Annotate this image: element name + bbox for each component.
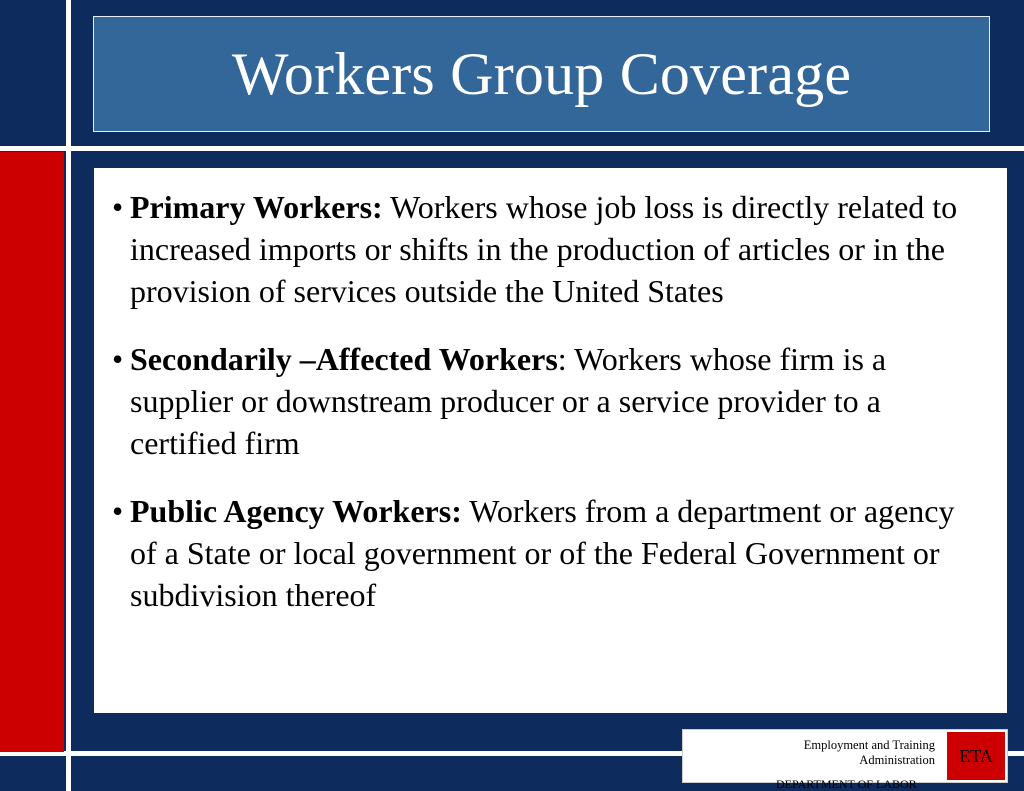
content-panel xyxy=(94,168,1007,713)
footer-agency-name xyxy=(804,738,935,768)
footer-line-2: Administration xyxy=(859,753,935,767)
bullet-public-agency-workers xyxy=(108,490,989,616)
bullet-dot: • xyxy=(112,341,124,377)
title-box xyxy=(93,16,990,132)
red-accent-bar xyxy=(0,152,64,752)
bullet-heading: Primary Workers: xyxy=(130,189,383,225)
bullet-heading: Secondarily –Affected Workers xyxy=(130,341,558,377)
bullet-text: Workers from a department or agency of a State or local government or of the Federal Government or subdivision thereof xyxy=(130,493,955,613)
footer-line-1: Employment and Training xyxy=(803,738,935,752)
footer-logo-box xyxy=(682,729,1008,783)
bullet-primary-workers xyxy=(108,186,989,312)
eta-logo: ETA xyxy=(947,732,1005,780)
horizontal-stripe-top xyxy=(0,146,1024,151)
slide-title: Workers Group Coverage xyxy=(231,41,852,107)
bullet-text: Workers whose job loss is directly related to increased imports or shifts in the production of articles or in the provision of services outside the United States xyxy=(130,189,958,309)
bullet-dot: • xyxy=(112,493,124,529)
department-label: DEPARTMENT OF LABOR xyxy=(776,777,917,791)
bullet-dot: • xyxy=(112,189,124,225)
bullet-text: : Workers whose firm is a supplier or downstream producer or a service provider to a certified firm xyxy=(130,341,887,461)
vertical-stripe xyxy=(66,0,71,791)
bullet-secondarily-affected-workers xyxy=(108,338,989,464)
bullet-heading: Public Agency Workers: xyxy=(130,493,462,529)
